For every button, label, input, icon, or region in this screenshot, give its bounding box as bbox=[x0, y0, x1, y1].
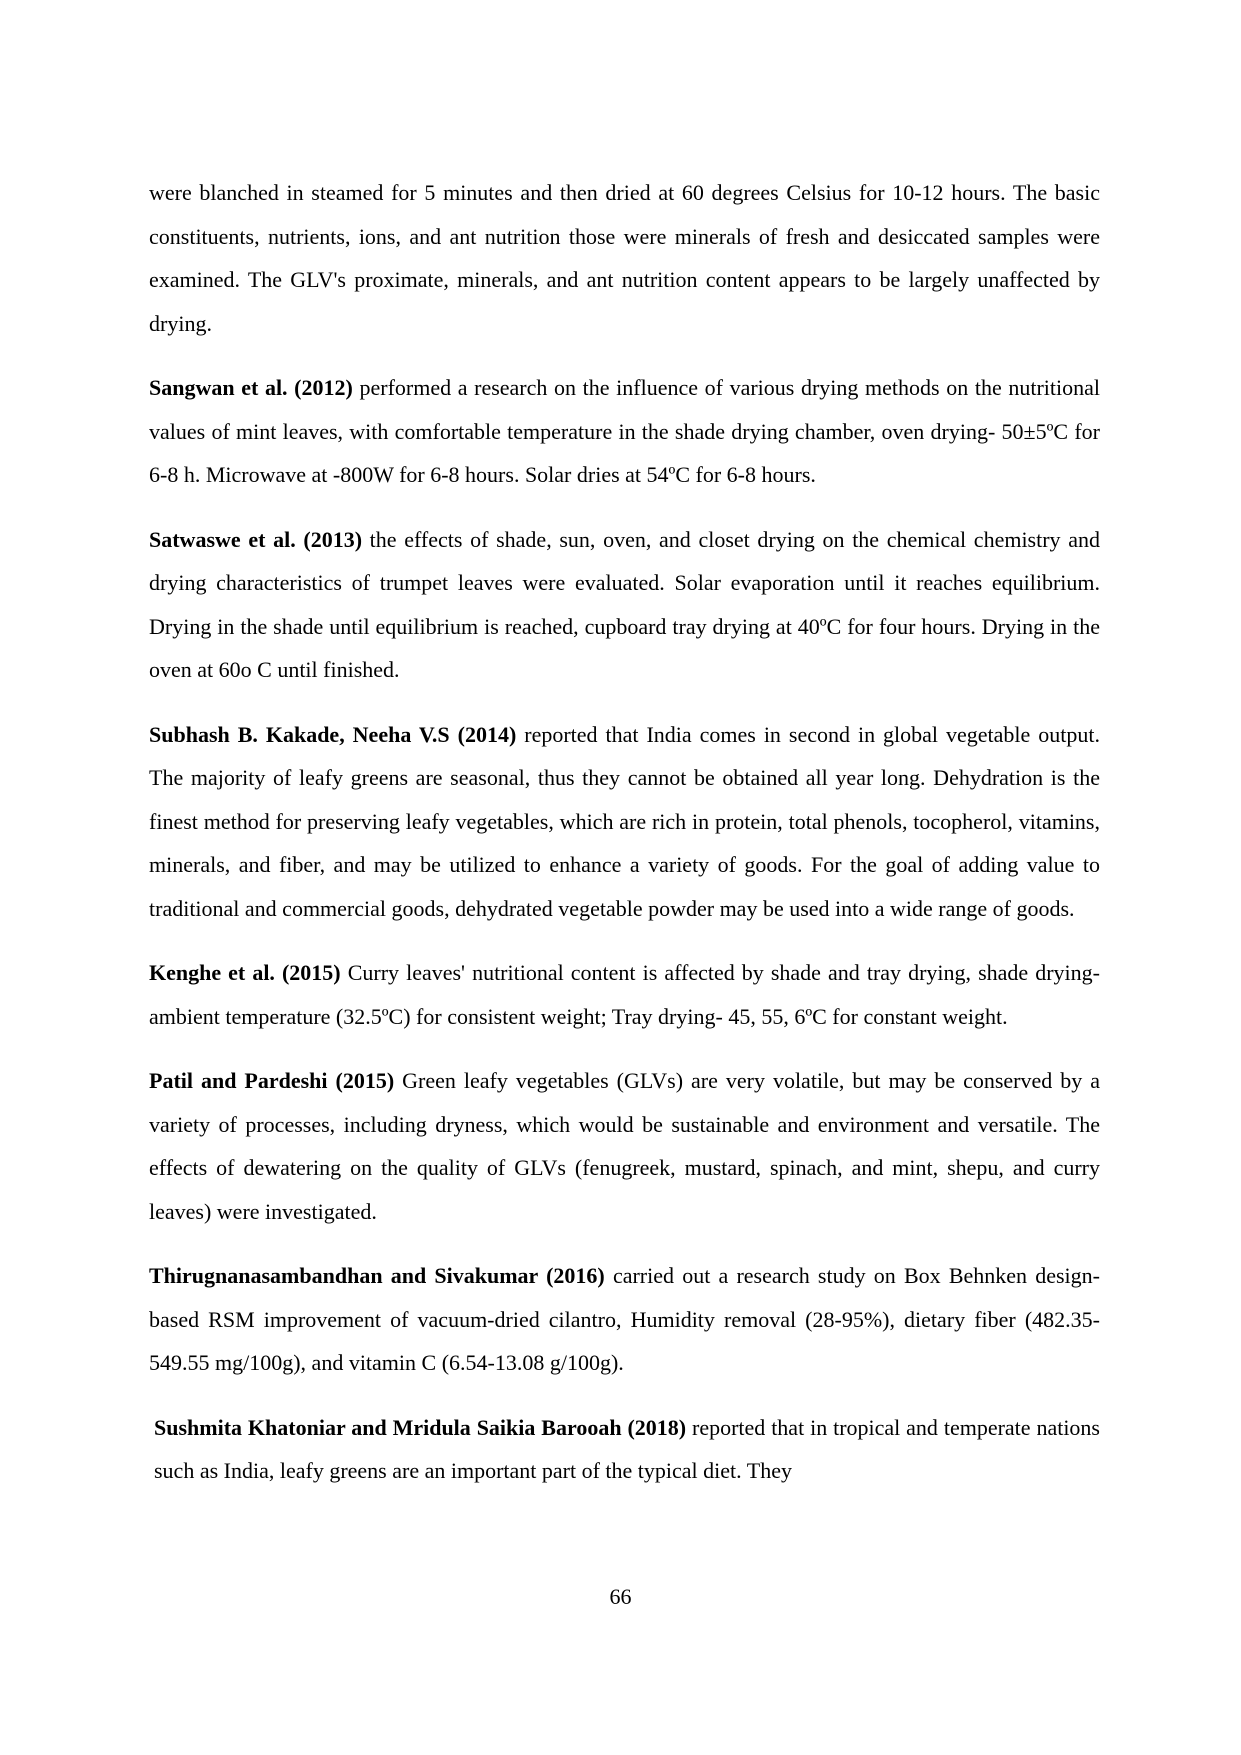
paragraph-sangwan-2012 bbox=[149, 366, 1100, 497]
citation-lead: Thirugnanasambandhan and Sivakumar (2016) bbox=[149, 1263, 605, 1288]
paragraph-text: reported that India comes in second in global vegetable output. The majority of leafy greens are seasonal, thus they cannot be obtained all year long. Dehydration is the finest method for preserving leafy vegetables, which are rich in protein, total phenols, tocopherol, vitamins, minerals, and fiber, and may be utilized to enhance a variety of goods. For the goal of adding value to traditional and commercial goods, dehydrated vegetable powder may be used into a wide range of goods. bbox=[149, 721, 1100, 921]
body-text bbox=[149, 171, 1100, 1514]
paragraph-text: Green leafy vegetables (GLVs) are very volatile, but may be conserved by a variety of processes, including dryness, which would be sustainable and environment and versatile. The effects of dewatering on the quality of GLVs (fenugreek, mustard, spinach, and mint, shepu, and curry leaves) were investigated. bbox=[149, 1068, 1100, 1224]
paragraph-patil-2015 bbox=[149, 1059, 1100, 1233]
citation-lead: Patil and Pardeshi (2015) bbox=[149, 1068, 395, 1093]
citation-lead: Satwaswe et al. (2013) bbox=[149, 526, 363, 552]
paragraph-thirugnanasambandhan-2016 bbox=[149, 1254, 1100, 1385]
paragraph-text: performed a research on the influence of various drying methods on the nutritional values of mint leaves, with comfortable temperature in the shade drying chamber, oven drying- 50±5ºC for 6-8 h. Microwave at -800W for 6-8 hours. Solar dries at 54ºC for 6-8 hours. bbox=[149, 375, 1100, 487]
paragraph-khatoniar-2018 bbox=[149, 1406, 1100, 1493]
citation-lead: Sangwan et al. (2012) bbox=[149, 375, 353, 400]
paragraph-text: were blanched in steamed for 5 minutes and then dried at 60 degrees Celsius for 10-12 hours. The basic constituents, nutrients, ions, and ant nutrition those were minerals of fresh and desiccated samples were examined. The GLV's proximate, minerals, and ant nutrition content appears to be largely unaffected by drying. bbox=[149, 180, 1100, 336]
paragraph-continued bbox=[149, 171, 1100, 345]
paragraph-text: the effects of shade, sun, oven, and closet drying on the chemical chemistry and drying characteristics of trumpet leaves were evaluated. Solar evaporation until it reaches equilibrium. Drying in the shade until equilibrium is reached, cupboard tray drying at 40ºC for four hours. Drying in the oven at 60o C until finished. bbox=[149, 526, 1100, 682]
paragraph-kenghe-2015 bbox=[149, 951, 1100, 1038]
paragraph-text: carried out a research study on Box Behnken design-based RSM improvement of vacuum-dried cilantro, Humidity removal (28-95%), dietary fiber (482.35-549.55 mg/100g), and vitamin C (6.54-13.08 g/100g). bbox=[149, 1263, 1100, 1375]
page-number: 66 bbox=[609, 1584, 632, 1609]
citation-lead: Sushmita Khatoniar and Mridula Saikia Barooah (2018) bbox=[154, 1414, 687, 1440]
citation-lead: Kenghe et al. (2015) bbox=[149, 960, 341, 985]
paragraph-kakade-2014 bbox=[149, 713, 1100, 931]
paragraph-text: reported that in tropical and temperate nations such as India, leafy greens are an important part of the typical diet. They bbox=[154, 1414, 1100, 1483]
paragraph-text: Curry leaves' nutritional content is affected by shade and tray drying, shade drying- ambient temperature (32.5ºC) for consistent weight; Tray drying- 45, 55, 6ºC for constant weight. bbox=[149, 960, 1100, 1029]
paragraph-satwaswe-2013 bbox=[149, 518, 1100, 692]
citation-lead: Subhash B. Kakade, Neeha V.S (2014) bbox=[149, 721, 517, 747]
